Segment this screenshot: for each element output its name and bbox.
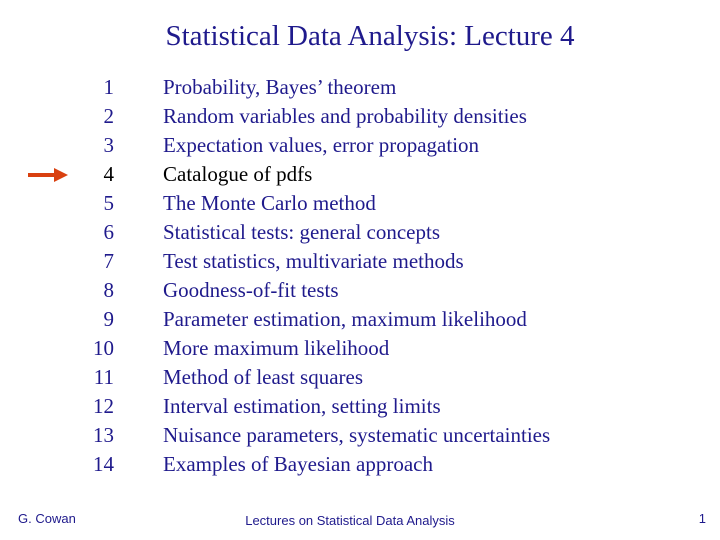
- lecture-topic: Goodness-of-fit tests: [163, 278, 339, 302]
- lecture-topic: Nuisance parameters, systematic uncertainties: [163, 423, 551, 447]
- lecture-number: 6: [103, 220, 114, 244]
- lecture-topic: The Monte Carlo method: [163, 191, 376, 215]
- lecture-row: [0, 392, 720, 421]
- lecture-number: 4: [103, 162, 114, 186]
- lecture-number: 10: [93, 336, 114, 360]
- lecture-number: 13: [93, 423, 114, 447]
- lecture-row: [0, 421, 720, 450]
- lecture-number: 3: [103, 133, 114, 157]
- lecture-topic: Expectation values, error propagation: [163, 133, 480, 157]
- lecture-row: [0, 305, 720, 334]
- lecture-topic: More maximum likelihood: [163, 336, 390, 360]
- slide-title: Statistical Data Analysis: Lecture 4: [165, 20, 575, 52]
- lecture-topic: Test statistics, multivariate methods: [163, 249, 464, 273]
- footer-author: G. Cowan: [18, 511, 76, 526]
- lecture-number: 2: [103, 104, 114, 128]
- lecture-topic: Parameter estimation, maximum likelihood: [163, 307, 527, 331]
- lecture-row: [0, 189, 720, 218]
- lecture-topic: Catalogue of pdfs: [163, 162, 313, 186]
- lecture-number: 11: [93, 365, 114, 389]
- lecture-row: [0, 73, 720, 102]
- lecture-row: [0, 247, 720, 276]
- lecture-topic: Probability, Bayes’ theorem: [163, 75, 397, 99]
- lecture-row: [0, 160, 720, 189]
- lecture-topic: Method of least squares: [163, 365, 364, 389]
- lecture-topic: Examples of Bayesian approach: [163, 452, 433, 476]
- lecture-number: 9: [103, 307, 114, 331]
- lecture-number: 1: [103, 75, 114, 99]
- lecture-row: [0, 450, 720, 479]
- lecture-number: 14: [93, 452, 114, 476]
- lecture-topic: Interval estimation, setting limits: [163, 394, 441, 418]
- lecture-topic: Statistical tests: general concepts: [163, 220, 440, 244]
- lecture-topic: Random variables and probability densities: [163, 104, 527, 128]
- lecture-row: [0, 218, 720, 247]
- lecture-number: 7: [103, 249, 114, 273]
- footer-course: Lectures on Statistical Data Analysis: [245, 513, 455, 528]
- lecture-number: 8: [103, 278, 114, 302]
- lecture-number: 5: [103, 191, 114, 215]
- lecture-number: 12: [93, 394, 114, 418]
- lecture-row: [0, 363, 720, 392]
- lecture-row: [0, 334, 720, 363]
- footer-page-number: 1: [698, 511, 706, 526]
- lecture-row: [0, 102, 720, 131]
- lecture-row: [0, 131, 720, 160]
- lecture-row: [0, 276, 720, 305]
